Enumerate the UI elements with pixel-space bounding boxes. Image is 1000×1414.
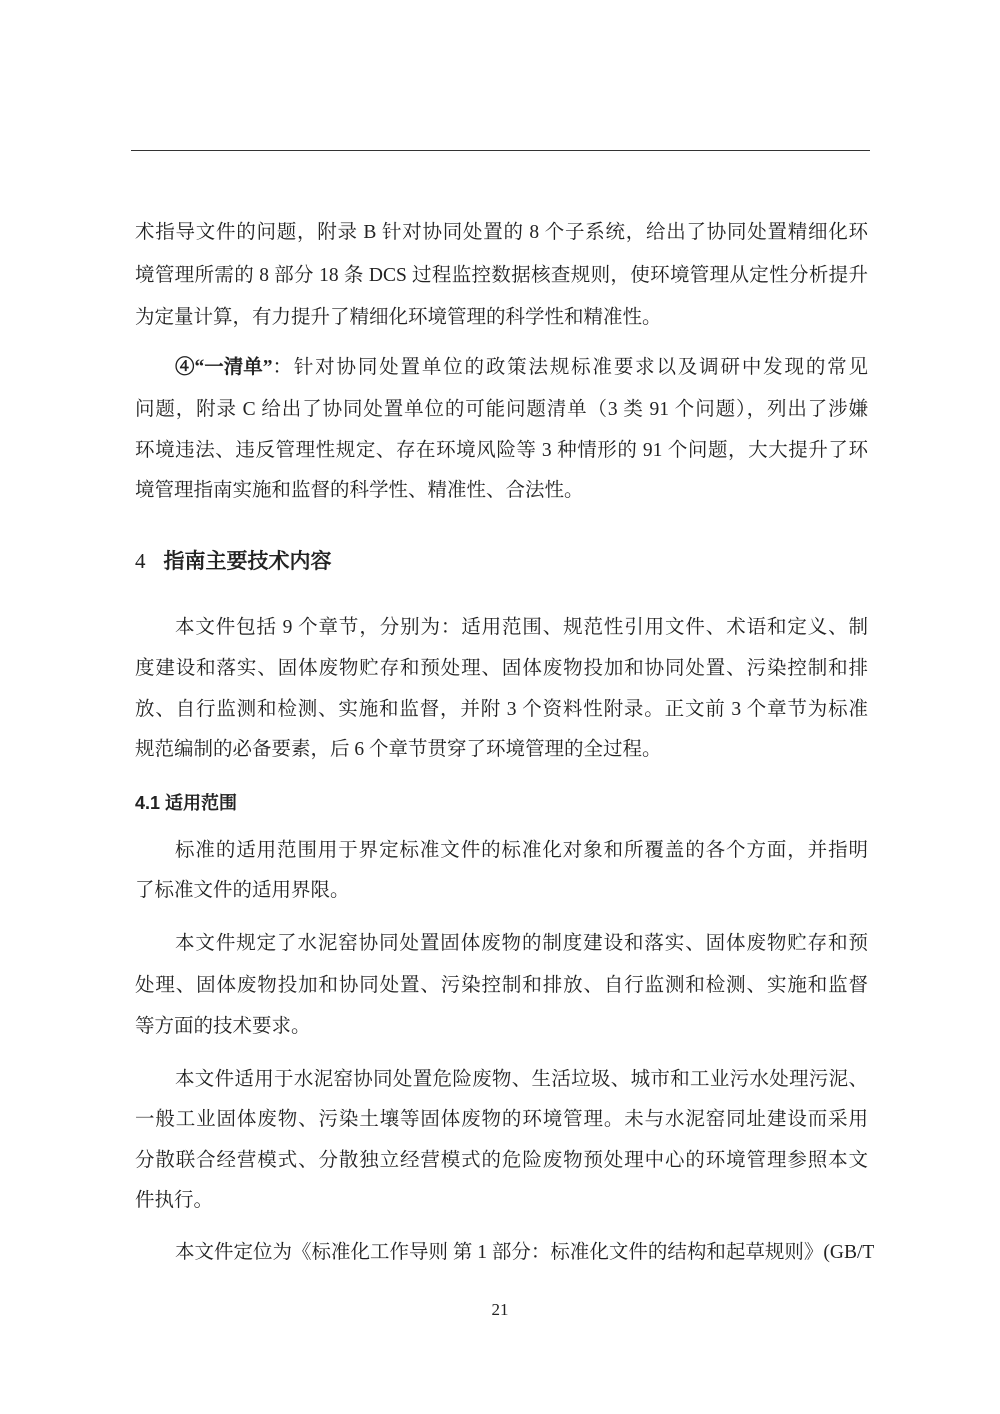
body-line: 标准的适用范围用于界定标准文件的标准化对象和所覆盖的各个方面，并指明	[175, 840, 868, 861]
body-line: 本文件适用于水泥窑协同处置危险废物、生活垃圾、城市和工业污水处理污泥、	[175, 1069, 868, 1090]
body-line: 本文件定位为《标准化工作导则 第 1 部分：标准化文件的结构和起草规则》(GB/T	[175, 1242, 875, 1263]
body-line: 为定量计算，有力提升了精细化环境管理的科学性和精准性。	[135, 307, 662, 328]
body-line: 环境违法、违反管理性规定、存在环境风险等 3 种情形的 91 个问题，大大提升了环	[135, 440, 868, 461]
list-item-4	[175, 356, 868, 380]
body-line: 处理、固体废物投加和协同处置、污染控制和排放、自行监测和检测、实施和监督	[135, 975, 868, 996]
body-line: 了标准文件的适用界限。	[135, 880, 350, 901]
header-rule	[131, 150, 870, 151]
body-line: ：针对协同处置单位的政策法规标准要求以及调研中发现的常见	[272, 357, 868, 378]
body-line: 分散联合经营模式、分散独立经营模式的危险废物预处理中心的环境管理参照本文	[135, 1150, 868, 1171]
subsection-heading-4-1: 4.1 适用范围	[135, 793, 238, 813]
section-title: 指南主要技术内容	[163, 550, 332, 573]
body-line: 度建设和落实、固体废物贮存和预处理、固体废物投加和协同处置、污染控制和排	[135, 658, 868, 679]
list-item-lead: ④“一清单”	[175, 357, 273, 378]
section-number: 4	[135, 549, 146, 573]
body-line: 境管理指南实施和监督的科学性、精准性、合法性。	[135, 480, 584, 501]
body-line: 问题，附录 C 给出了协同处置单位的可能问题清单（3 类 91 个问题），列出了涉嫌	[135, 399, 868, 420]
body-line: 境管理所需的 8 部分 18 条 DCS 过程监控数据核查规则，使环境管理从定性分析提升	[135, 265, 868, 286]
body-line: 本文件规定了水泥窑协同处置固体废物的制度建设和落实、固体废物贮存和预	[175, 933, 868, 954]
body-line: 本文件包括 9 个章节，分别为：适用范围、规范性引用文件、术语和定义、制	[175, 617, 868, 638]
body-line: 一般工业固体废物、污染土壤等固体废物的环境管理。未与水泥窑同址建设而采用	[135, 1109, 868, 1130]
page-number: 21	[491, 1300, 509, 1319]
body-line: 术指导文件的问题，附录 B 针对协同处置的 8 个子系统，给出了协同处置精细化环	[135, 222, 868, 243]
body-line: 放、自行监测和检测、实施和监督，并附 3 个资料性附录。正文前 3 个章节为标准	[135, 699, 868, 720]
section-heading-4	[135, 549, 868, 574]
body-line: 件执行。	[135, 1190, 214, 1211]
body-line: 规范编制的必备要素，后 6 个章节贯穿了环境管理的全过程。	[135, 739, 662, 760]
body-line: 等方面的技术要求。	[135, 1016, 311, 1037]
